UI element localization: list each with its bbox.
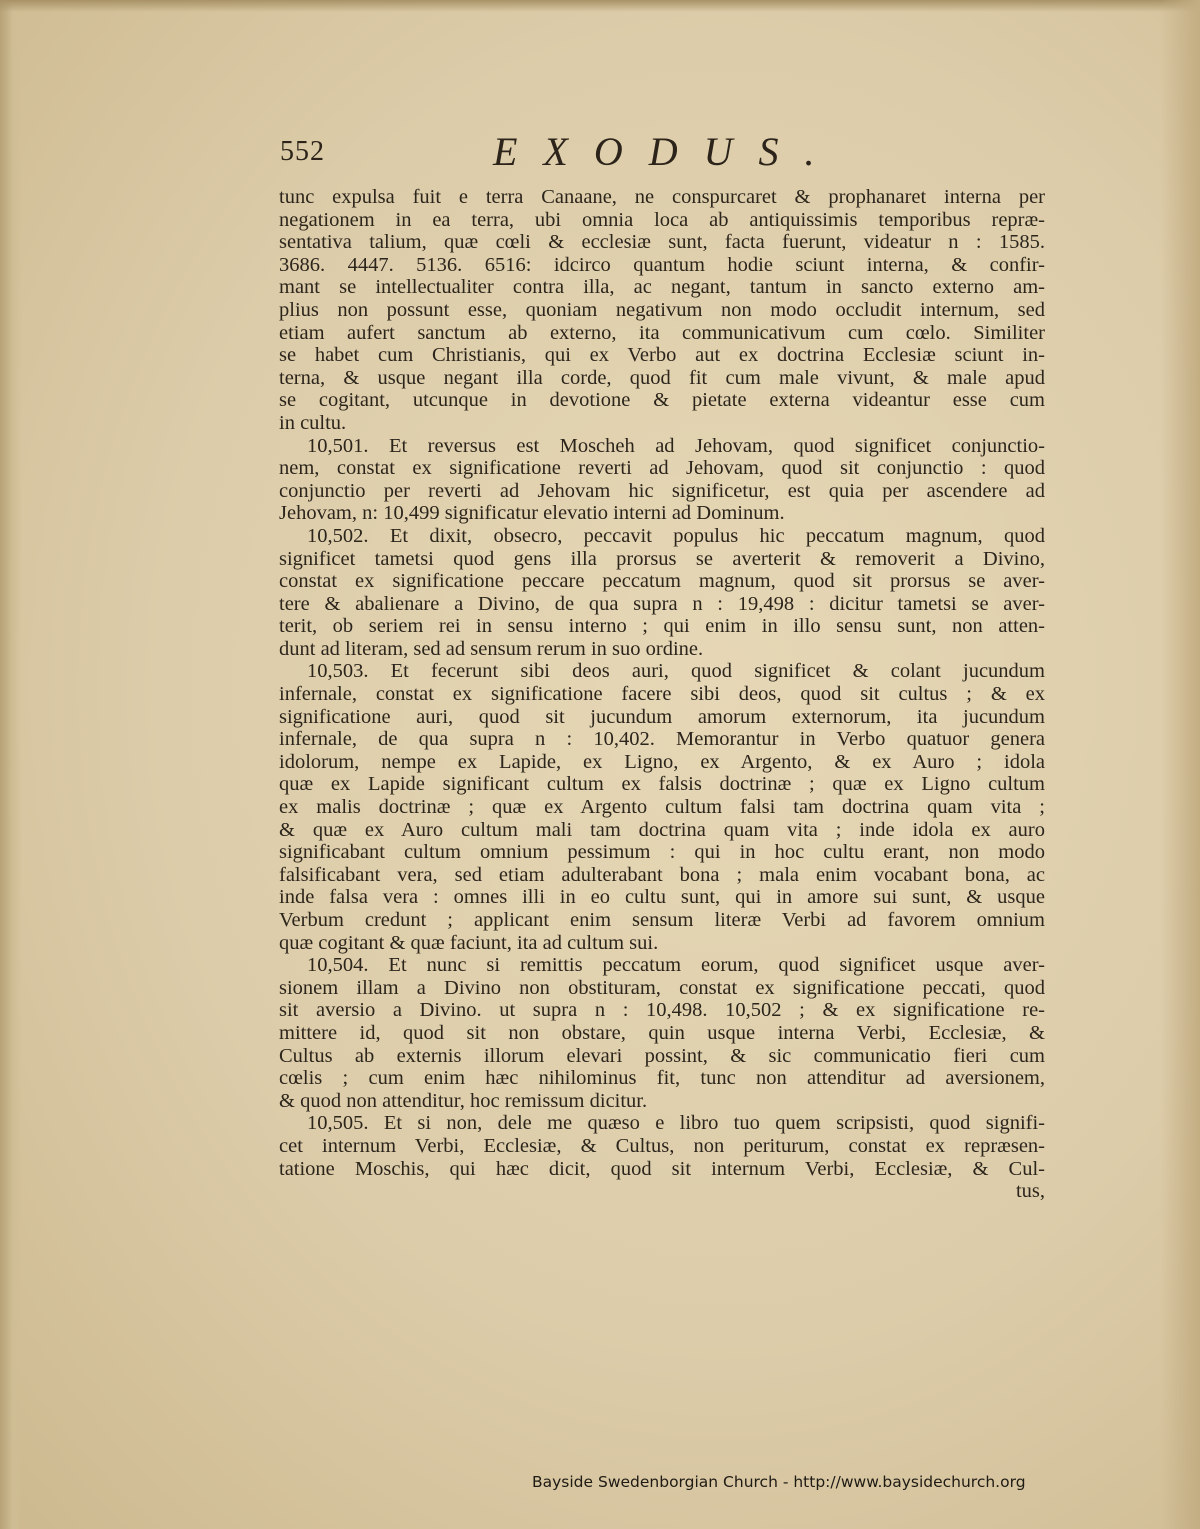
text-line: conjunctio per reverti ad Jehovam hic significetur, est quia per ascendere ad: [279, 479, 1045, 502]
text-line: cet internum Verbi, Ecclesiæ, & Cultus, non periturum, constat ex repræsen-: [279, 1134, 1045, 1157]
text-line: infernale, de qua supra n : 10,402. Memorantur in Verbo quatuor genera: [279, 728, 1045, 751]
text-line: 10,505. Et si non, dele me quæso e libro tuo quem scripsisti, quod signifi-: [307, 1112, 1045, 1135]
footer-credit: Bayside Swedenborgian Church - http://www.baysidechurch.org: [532, 1473, 1026, 1491]
text-line: significatione auri, quod sit jucundum amorum externorum, ita jucundum: [279, 705, 1045, 728]
text-line: sit aversio a Divino. ut supra n : 10,498. 10,502 ; & ex significatione re-: [279, 999, 1045, 1022]
text-line: idolorum, nempe ex Lapide, ex Ligno, ex Argento, & ex Auro ; idola: [279, 750, 1045, 773]
page-number: 552: [280, 136, 325, 167]
text-line: dunt ad literam, sed ad sensum rerum in suo ordine.: [279, 637, 704, 660]
text-line: tus,: [1015, 1180, 1045, 1203]
text-line: se habet cum Christianis, qui ex Verbo aut ex doctrina Ecclesiæ sciunt in-: [279, 344, 1045, 367]
running-title: EXODUS.: [493, 129, 841, 174]
text-line: Cultus ab externis illorum elevari possint, & sic communicatio fieri cum: [279, 1044, 1045, 1067]
text-line: Jehovam, n: 10,499 significatur elevatio interni ad Dominum.: [279, 502, 785, 525]
text-line: 10,503. Et fecerunt sibi deos auri, quod significet & colant jucundum: [307, 660, 1045, 683]
text-line: & quæ ex Auro cultum mali tam doctrina quam vita ; inde idola ex auro: [279, 818, 1045, 841]
text-line: sentativa talium, quæ cœli & ecclesiæ sunt, facta fuerunt, videatur n : 1585.: [279, 231, 1045, 254]
page-edge-shadow-top: [0, 0, 1200, 12]
text-line: infernale, constat ex significatione facere sibi deos, quod sit cultus ; & ex: [279, 683, 1045, 706]
text-line: negationem in ea terra, ubi omnia loca ab antiquissimis temporibus repræ-: [279, 208, 1045, 231]
text-line: quæ cogitant & quæ faciunt, ita ad cultum sui.: [279, 931, 659, 954]
text-line: significet tametsi quod gens illa prorsus se averterit & removerit a Divino,: [279, 547, 1045, 570]
text-line: significabant cultum omnium pessimum : qui in hoc cultu erant, non modo: [279, 841, 1045, 864]
text-line: constat ex significatione peccare peccatum magnum, quod sit prorsus se aver-: [279, 570, 1045, 593]
text-line: mant se intellectualiter contra illa, ac negant, tantum in sancto externo am-: [279, 276, 1045, 299]
text-line: tatione Moschis, qui hæc dicit, quod sit internum Verbi, Ecclesiæ, & Cul-: [279, 1157, 1045, 1180]
text-line: 10,502. Et dixit, obsecro, peccavit populus hic peccatum magnum, quod: [307, 524, 1045, 547]
text-line: cœlis ; cum enim hæc nihilominus fit, tunc non attenditur ad aversionem,: [279, 1067, 1045, 1090]
text-line: nem, constat ex significatione reverti ad Jehovam, quod sit conjunctio : quod: [279, 457, 1045, 480]
text-line: Verbum credunt ; applicant enim sensum literæ Verbi ad favorem omnium: [279, 909, 1045, 931]
text-line: terna, & usque negant illa corde, quod fit cum male vivunt, & male apud: [279, 366, 1045, 389]
text-line: mittere id, quod sit non obstare, quin usque interna Verbi, Ecclesiæ, &: [279, 1021, 1045, 1044]
text-line: terit, ob seriem rei in sensu interno ; qui enim in illo sensu sunt, non atten-: [279, 615, 1045, 638]
text-line: in cultu.: [279, 411, 347, 434]
text-line: 10,501. Et reversus est Moscheh ad Jehovam, quod significet conjunctio-: [307, 434, 1045, 457]
page-edge-shadow-left: [0, 0, 22, 1529]
text-line: ex malis doctrinæ ; quæ ex Argento cultum falsi tam doctrina quam vita ;: [279, 796, 1045, 819]
text-line: & quod non attenditur, hoc remissum dicitur.: [279, 1089, 648, 1112]
body-text: [279, 186, 1045, 1203]
text-line: 3686. 4447. 5136. 6516: idcirco quantum hodie sciunt interna, & confir-: [279, 253, 1045, 276]
page-edge-shadow-right: [1160, 0, 1200, 1529]
text-line: quæ ex Lapide significant cultum ex falsis doctrinæ ; quæ ex Ligno cultum: [279, 773, 1045, 796]
text-line: etiam aufert sanctum ab externo, ita communicativum cum cœlo. Similiter: [279, 321, 1045, 344]
page-header: [278, 128, 1048, 172]
text-line: 10,504. Et nunc si remittis peccatum eorum, quod significet usque aver-: [307, 954, 1045, 977]
text-line: se cogitant, utcunque in devotione & pietate externa videantur esse cum: [279, 389, 1045, 412]
text-line: tunc expulsa fuit e terra Canaane, ne conspurcaret & prophanaret interna per: [279, 186, 1045, 208]
text-line: tere & abalienare a Divino, de qua supra n : 19,498 : dicitur tametsi se aver-: [279, 592, 1045, 615]
text-line: inde falsa vera : omnes illi in eo cultu sunt, qui in amore sui sunt, & usque: [279, 886, 1045, 909]
text-line: plius non possunt esse, quoniam negativum non modo occludit internum, sed: [279, 298, 1045, 321]
text-line: falsificabant vera, sed etiam adulterabant bona ; mala enim vocabant bona, ac: [279, 863, 1045, 886]
text-line: sionem illam a Divino non obstituram, constat ex significatione peccati, quod: [279, 976, 1045, 999]
